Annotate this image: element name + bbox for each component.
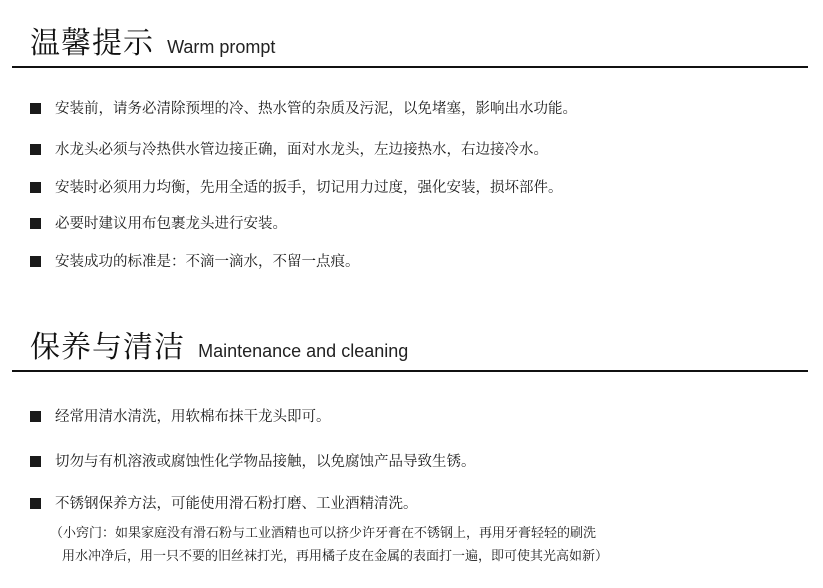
bullet-square-icon [30, 498, 41, 509]
maintenance-item: 不锈钢保养方法，可能使用滑石粉打磨、工业酒精清洗。 [30, 492, 418, 513]
maintenance-item: 切勿与有机溶液或腐蚀性化学物品接触，以免腐蚀产品导致生锈。 [30, 450, 476, 471]
bullet-square-icon [30, 456, 41, 467]
warm-prompt-divider [12, 66, 808, 68]
warm-prompt-title-en: Warm prompt [167, 37, 276, 57]
bullet-square-icon [30, 103, 41, 114]
prompt-item: 必要时建议用布包裹龙头进行安装。 [30, 212, 287, 233]
prompt-item: 安装前，请务必清除预埋的冷、热水管的杂质及污泥，以免堵塞，影响出水功能。 [30, 97, 577, 118]
maintenance-item: 经常用清水清洗，用软棉布抹干龙头即可。 [30, 405, 331, 426]
maintenance-title-zh: 保养与清洁 [30, 330, 185, 365]
warm-prompt-heading [30, 18, 275, 62]
prompt-item: 安装时必须用力均衡，先用全适的扳手，切记用力过度，强化安装，损坏部件。 [30, 176, 563, 197]
bullet-square-icon [30, 256, 41, 267]
prompt-item: 水龙头必须与冷热供水管边接正确，面对水龙头，左边接热水，右边接冷水。 [30, 138, 548, 159]
tip-line-1: （小窍门：如果家庭没有滑石粉与工业酒精也可以挤少许牙膏在不锈钢上，再用牙膏轻轻的刷洗 [50, 526, 597, 541]
bullet-square-icon [30, 218, 41, 229]
tip-line-2: 用水冲净后，用一只不要的旧丝袜打光，再用橘子皮在金属的表面打一遍，即可使其光高如新） [62, 549, 609, 564]
bullet-square-icon [30, 182, 41, 193]
warm-prompt-title-zh: 温馨提示 [30, 26, 154, 61]
prompt-item: 安装成功的标准是：不滴一滴水，不留一点痕。 [30, 250, 360, 271]
maintenance-divider [12, 370, 808, 372]
maintenance-title-en: Maintenance and cleaning [198, 341, 409, 361]
bullet-square-icon [30, 411, 41, 422]
bullet-square-icon [30, 144, 41, 155]
maintenance-heading [30, 322, 408, 366]
